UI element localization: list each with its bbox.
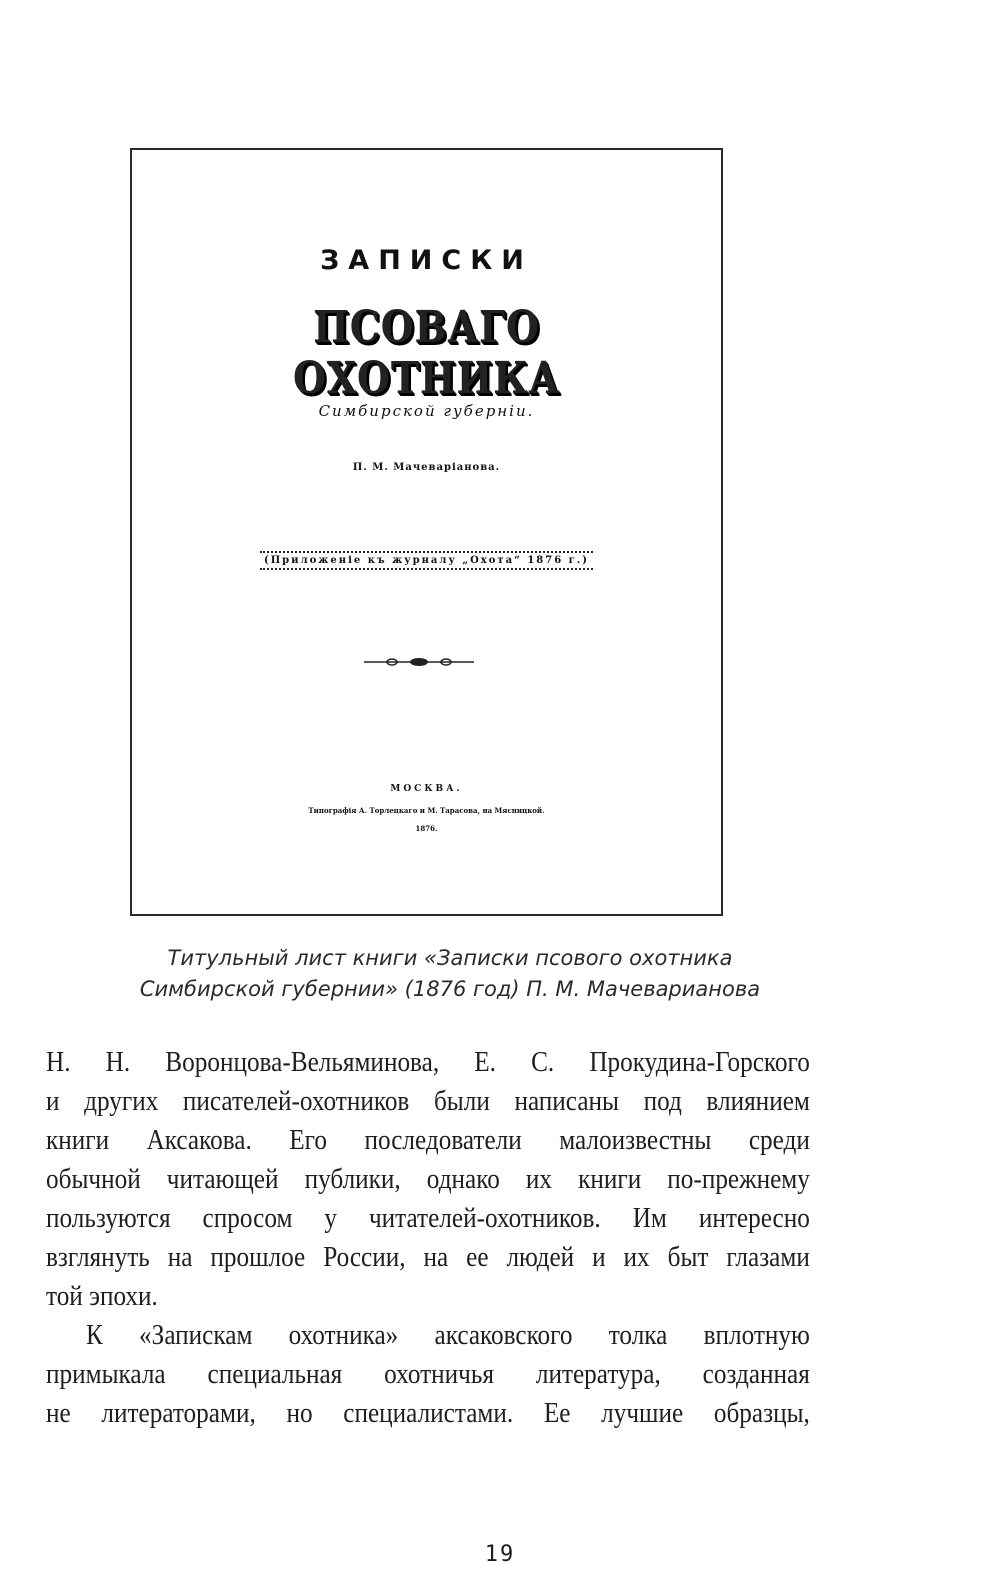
caption-line-1: Титульный лист книги «Записки псового охотника (167, 946, 733, 970)
title-page-supplement (132, 550, 721, 570)
figure-caption (70, 943, 830, 1005)
title-page-year: 1876. (415, 824, 438, 833)
title-page-supplement-text: (Приложеніе къ журналу „Охота“ 1876 г.) (260, 551, 593, 570)
title-page-printer: Типографія А. Торлецкаго и М. Тарасова, на Мясницкой. (308, 806, 545, 815)
body-line: и других писателей-охотников были написаны под влиянием (46, 1085, 810, 1117)
body-line: книги Аксакова. Его последователи малоизвестны среди (46, 1124, 810, 1156)
body-line: примыкала специальная охотничья литература, созданная (46, 1358, 810, 1390)
title-page-title: ЗАПИСКИ (320, 245, 533, 276)
body-paragraphs (46, 1043, 810, 1433)
title-page-headline: ПСОВАГО ОХОТНИКА (292, 302, 561, 404)
ornament-divider-icon (364, 657, 474, 667)
body-line: К «Запискам охотника» аксаковского толка вплотную (86, 1319, 810, 1351)
title-page-image (130, 148, 723, 916)
body-line: не литераторами, но специалистами. Ее лучшие образцы, (46, 1397, 810, 1429)
body-line: взглянуть на прошлое России, на ее людей и их быт глазами (46, 1241, 810, 1273)
caption-line-2: Симбирской губернии» (1876 год) П. М. Мачеварианова (139, 977, 761, 1001)
body-line: той эпохи. (46, 1280, 158, 1312)
body-line: пользуются спросом у читателей-охотников. Им интересно (46, 1202, 810, 1234)
page-number: 19 (484, 1542, 516, 1567)
body-line: Н. Н. Воронцова-Вельяминова, Е. С. Прокудина-Горского (46, 1046, 810, 1078)
title-page-subtitle: Симбирской губерніи. (318, 402, 535, 420)
body-line: обычной читающей публики, однако их книги по-прежнему (46, 1163, 810, 1195)
title-page-city: МОСКВА. (390, 784, 463, 794)
title-page-author: П. М. Мачеваріанова. (352, 462, 501, 473)
